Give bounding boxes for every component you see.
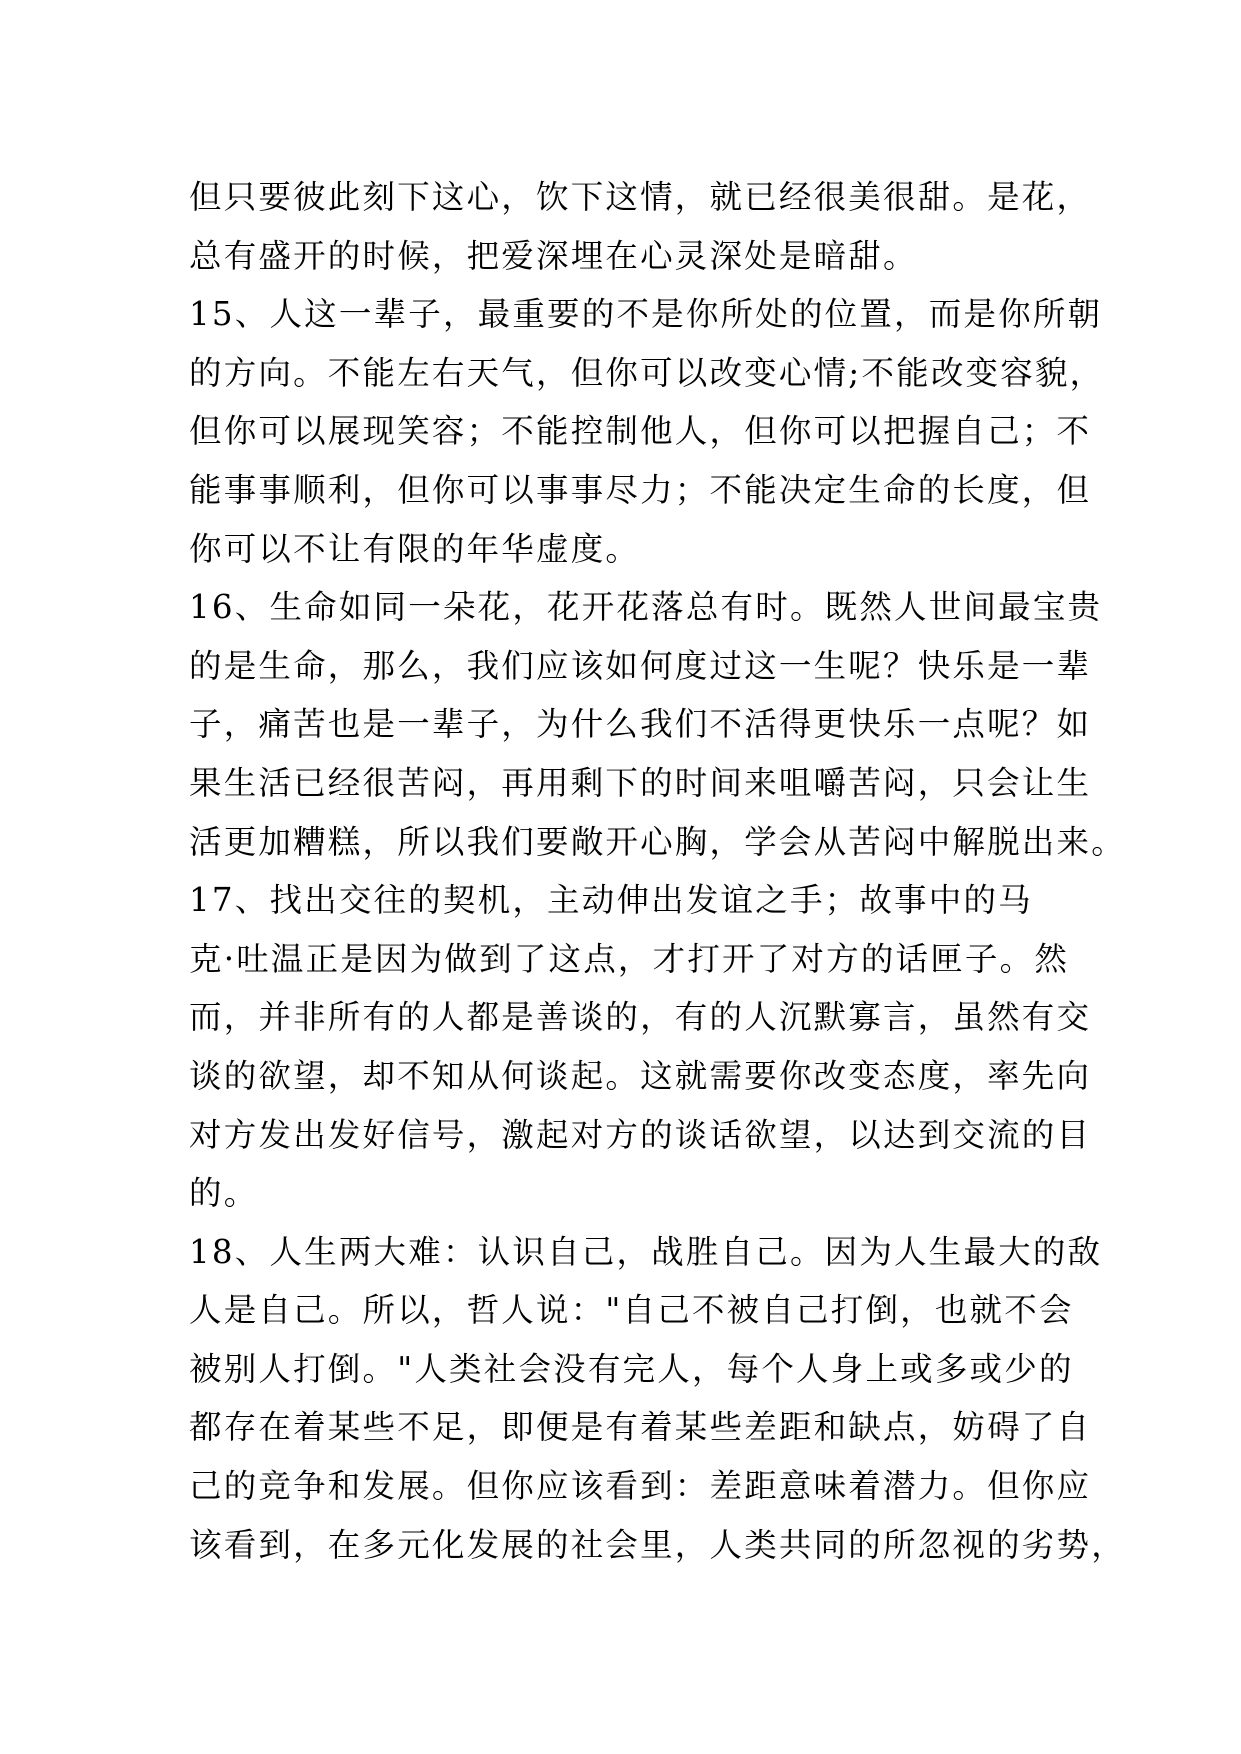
- text-line: 总有盛开的时候，把爱深埋在心灵深处是暗甜。: [189, 236, 918, 275]
- text-line: 17、找出交往的契机，主动伸出发谊之手；故事中的马: [189, 881, 1033, 920]
- text-line: 的。: [189, 1174, 259, 1213]
- text-line: 但只要彼此刻下这心，饮下这情，就已经很美很甜。是花，: [189, 178, 1092, 216]
- text-line: 的是生命，那么，我们应该如何度过这一生呢？快乐是一辈: [189, 646, 1092, 685]
- text-line: 的方向。不能左右天气，但你可以改变心情;不能改变容貌，: [189, 353, 1105, 392]
- text-line: 己的竞争和发展。但你应该看到：差距意味着潜力。但你应: [189, 1467, 1092, 1506]
- text-line: 该看到，在多元化发展的社会里，人类共同的所忽视的劣势，: [189, 1525, 1126, 1564]
- text-line: 果生活已经很苦闷，再用剩下的时间来咀嚼苦闷，只会让生: [189, 763, 1092, 802]
- text-line: 对方发出发好信号，激起对方的谈话欲望，以达到交流的目: [189, 1115, 1092, 1154]
- text-line: 但你可以展现笑容；不能控制他人，但你可以把握自己；不: [189, 412, 1092, 451]
- text-line: 能事事顺利，但你可以事事尽力；不能决定生命的长度，但: [189, 470, 1092, 509]
- text-line: 谈的欲望，却不知从何谈起。这就需要你改变态度，率先向: [189, 1056, 1092, 1095]
- text-line: 18、人生两大难：认识自己，战胜自己。因为人生最大的敌: [189, 1232, 1103, 1271]
- text-line: 活更加糟糕，所以我们要敞开心胸，学会从苦闷中解脱出来。: [189, 822, 1126, 861]
- text-line: 克·吐温正是因为做到了这点，才打开了对方的话匣子。然: [189, 939, 1070, 978]
- text-line: 而，并非所有的人都是善谈的，有的人沉默寡言，虽然有交: [189, 998, 1092, 1037]
- body-text: [189, 168, 1126, 1574]
- text-line: 你可以不让有限的年华虚度。: [189, 529, 641, 568]
- text-line: 都存在着某些不足，即便是有着某些差距和缺点，妨碍了自: [189, 1408, 1092, 1447]
- text-line: 被别人打倒。"人类社会没有完人，每个人身上或多或少的: [189, 1349, 1074, 1388]
- text-line: 人是自己。所以，哲人说："自己不被自己打倒，也就不会: [189, 1291, 1074, 1330]
- text-line: 子，痛苦也是一辈子，为什么我们不活得更快乐一点呢？如: [189, 705, 1092, 744]
- text-line: 15、人这一辈子，最重要的不是你所处的位置，而是你所朝: [189, 295, 1103, 334]
- text-line: 16、生命如同一朵花，花开花落总有时。既然人世间最宝贵: [189, 588, 1103, 627]
